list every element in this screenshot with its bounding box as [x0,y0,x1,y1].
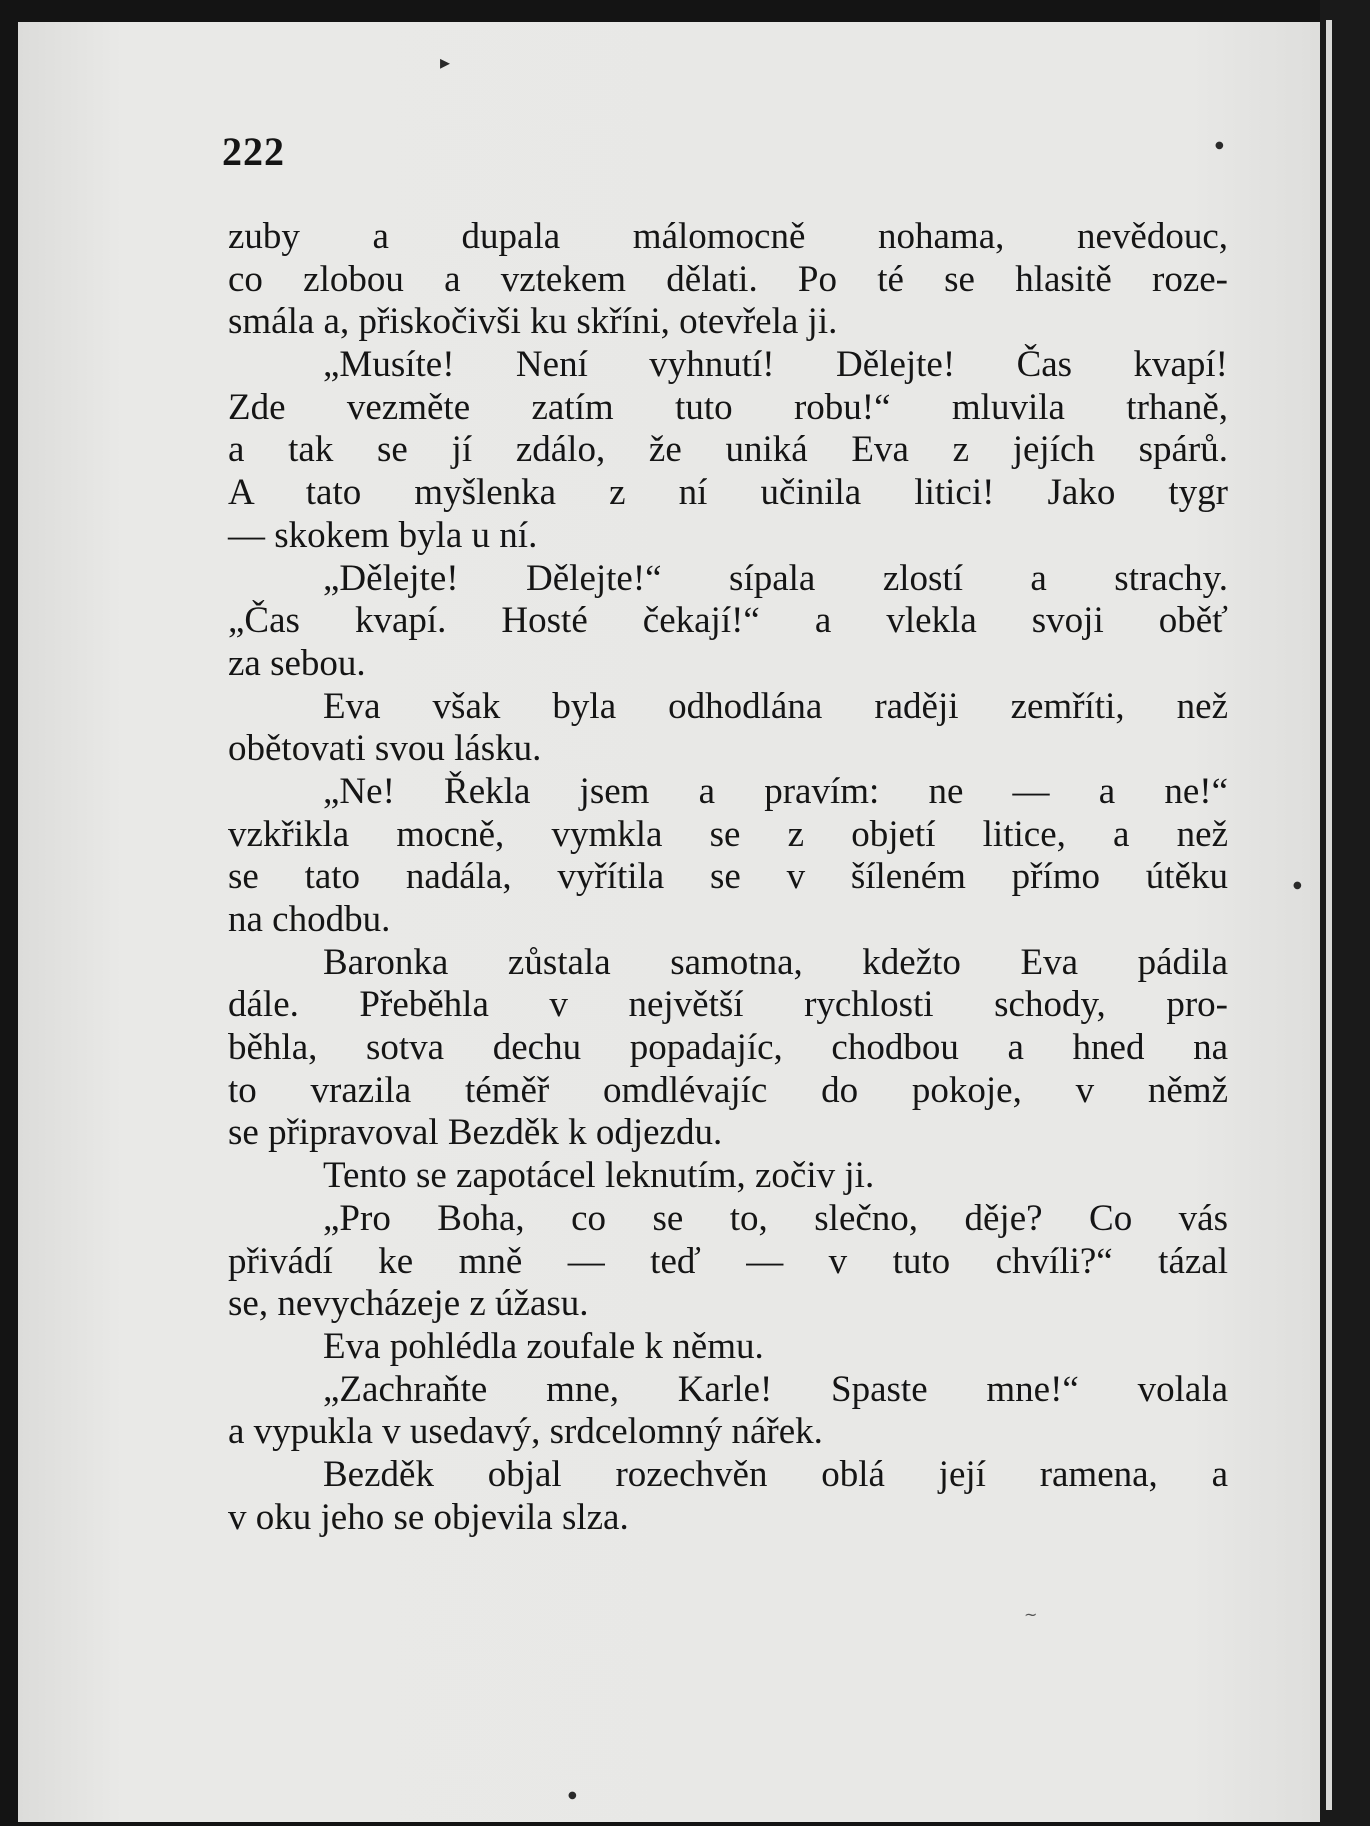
text-line: obětovati svou lásku. [228,728,542,770]
text-line: v oku jeho se objevila slza. [228,1496,629,1538]
text-line: zuby a dupala málomocně nohama, nevědouc, [228,216,1228,257]
adjacent-page-edge [1326,20,1332,1810]
text-line: a tak se jí zdálo, že uniká Eva z jejích spárů. [228,429,1228,471]
body-text [228,216,1228,1539]
text-line: Baronka zůstala samotna, kdežto Eva pádila [323,941,1228,983]
text-line: Eva pohlédla zoufale k němu. [323,1325,764,1367]
ink-speck-dot: ● [568,1790,577,1801]
ink-speck-dot: ● [1293,880,1302,891]
text-line: Eva však byla odhodlána raději zemříti, než [323,685,1228,727]
ink-speck-mark: ▸ [440,50,451,74]
text-line: „Musíte! Není vyhnutí! Dělejte! Čas kvapí! [323,344,1228,386]
text-line: za sebou. [228,642,366,684]
text-line: se tato nadála, vyřítila se v šíleném přímo útěku [228,856,1228,898]
text-line: a vypukla v usedavý, srdcelomný nářek. [228,1411,823,1453]
text-line: přivádí ke mně — teď — v tuto chvíli?“ tázal [228,1240,1228,1282]
text-line: běhla, sotva dechu popadajíc, chodbou a hned na [228,1027,1228,1069]
text-line: vzkřikla mocně, vymkla se z objetí litice, a než [228,813,1228,855]
text-line: se, nevycházeje z úžasu. [228,1283,589,1325]
text-line: „Dělejte! Dělejte!“ sípala zlostí a strachy. [323,557,1228,599]
text-line: se připravoval Bezděk k odjezdu. [228,1112,723,1154]
text-line: to vrazila téměř omdlévajíc do pokoje, v němž [228,1069,1228,1111]
text-line: na chodbu. [228,899,391,940]
text-line: dále. Přeběhla v největší rychlosti schody, pro- [228,984,1228,1026]
text-line: Tento se zapotácel leknutím, zočiv ji. [323,1155,875,1197]
text-line: smála a, přiskočivši ku skříni, otevřela ji. [228,301,838,343]
text-line: — skokem byla u ní. [228,514,538,556]
text-line: „Ne! Řekla jsem a pravím: ne — a ne!“ [323,770,1228,812]
text-line: Bezděk objal rozechvěn oblá její ramena, a [323,1453,1228,1495]
text-line: „Pro Boha, co se to, slečno, děje? Co vás [323,1197,1228,1239]
ink-speck-smudge: ~ [1024,1605,1038,1624]
text-line: „Čas kvapí. Hosté čekají!“ a vlekla svoji oběť [228,600,1228,642]
page-number: 222 [222,129,285,174]
ink-speck-dot: ● [1215,140,1224,151]
text-line: co zlobou a vztekem dělati. Po té se hlasitě roze- [228,258,1228,300]
text-line: A tato myšlenka z ní učinila litici! Jako tygr [228,472,1228,514]
text-line: „Zachraňte mne, Karle! Spaste mne!“ volala [323,1368,1228,1410]
text-line: Zde vezměte zatím tuto robu!“ mluvila trhaně, [228,386,1228,428]
